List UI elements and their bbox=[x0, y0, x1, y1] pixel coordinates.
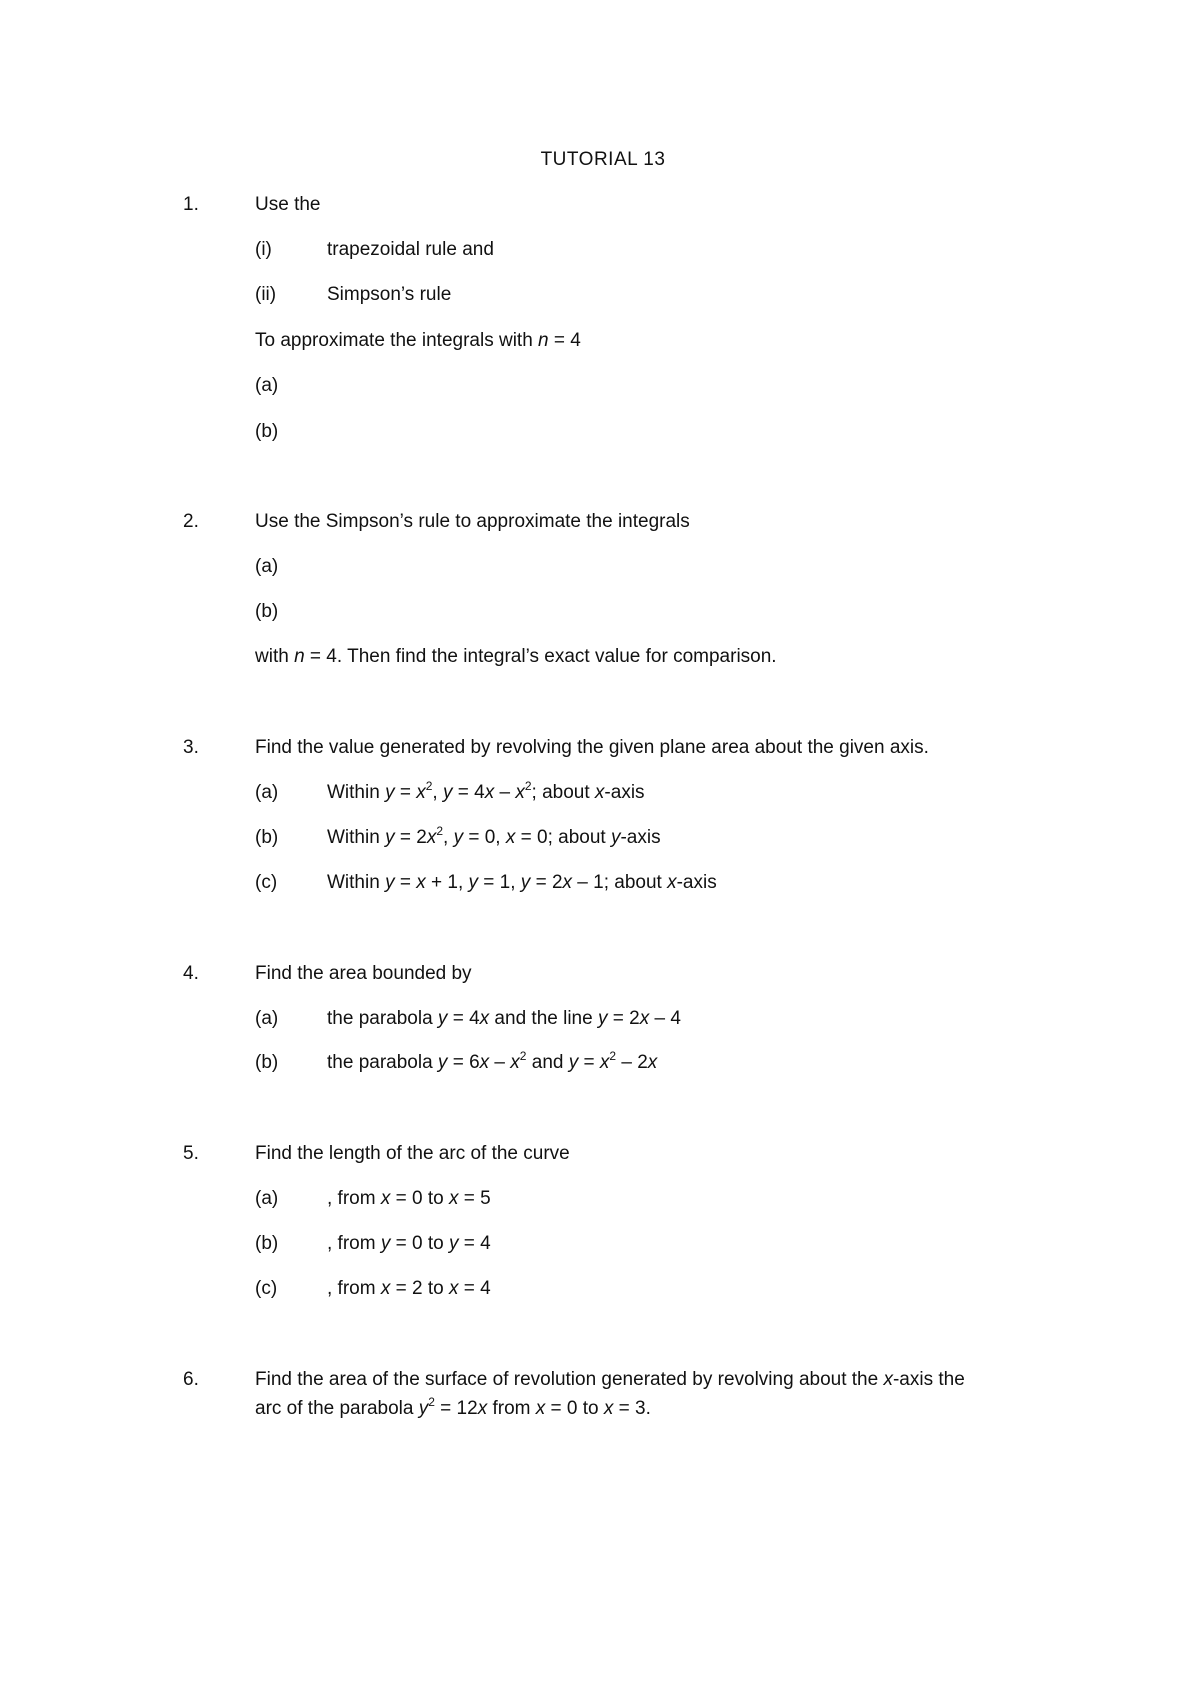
question-3-intro: Find the value generated by revolving the given plane area about the given axis. bbox=[255, 737, 929, 758]
q5-b-label: (b) bbox=[255, 1233, 279, 1254]
q2-b-label: (b) bbox=[255, 601, 279, 622]
q1-a-label: (a) bbox=[255, 375, 279, 396]
q1-ii-text: Simpson’s rule bbox=[327, 284, 452, 305]
q5-c-label: (c) bbox=[255, 1278, 278, 1299]
question-1-intro: Use the bbox=[255, 194, 321, 215]
q4-b-label: (b) bbox=[255, 1052, 279, 1073]
question-1-number: 1. bbox=[183, 194, 199, 215]
q3-b-text: Within $y = 2x^2$, y = 0, x = 0; about y-axis bbox=[327, 823, 661, 848]
question-2-intro: Use the Simpson’s rule to approximate the integrals bbox=[255, 511, 690, 532]
q5-a-label: (a) bbox=[255, 1188, 279, 1209]
question-5-intro: Find the length of the arc of the curve bbox=[255, 1143, 570, 1164]
q3-c-label: (c) bbox=[255, 872, 278, 893]
question-2-number: 2. bbox=[183, 511, 199, 532]
question-5-number: 5. bbox=[183, 1143, 199, 1164]
q3-c-text: Within y = x + 1, y = 1, y = 2x – 1; about x-axis bbox=[327, 872, 717, 893]
q3-a-label: (a) bbox=[255, 782, 279, 803]
q5-c-text: , from x = 2 to x = 4 bbox=[327, 1278, 491, 1299]
q3-b-label: (b) bbox=[255, 827, 279, 848]
q4-a-text: the parabola y = 4x and the line y = 2x – 4 bbox=[327, 1008, 681, 1029]
page-title: TUTORIAL 13 bbox=[540, 149, 666, 170]
q2-a-label: (a) bbox=[255, 556, 279, 577]
q4-a-label: (a) bbox=[255, 1008, 279, 1029]
q1-b-label: (b) bbox=[255, 421, 279, 442]
question-6-line-2: arc of the parabola $y^2 = 12x$ from x = 0 to x = 3. bbox=[255, 1394, 651, 1419]
q5-b-text: , from y = 0 to y = 4 bbox=[327, 1233, 491, 1254]
q4-b-text: the parabola $y = 6x - x^2$ and $y = x^2 - 2x$ bbox=[327, 1048, 658, 1073]
q1-approx-text: To approximate the integrals with n = 4 bbox=[255, 330, 581, 351]
question-4-number: 4. bbox=[183, 963, 199, 984]
q5-a-text: , from x = 0 to x = 5 bbox=[327, 1188, 491, 1209]
question-3-number: 3. bbox=[183, 737, 199, 758]
q3-a-text: Within $y = x^2$, $y = 4x - x^2$; about x-axis bbox=[327, 778, 645, 803]
q2-with-text: with n = 4. Then find the integral’s exact value for comparison. bbox=[255, 646, 777, 667]
q1-i-label: (i) bbox=[255, 239, 272, 260]
question-6-number: 6. bbox=[183, 1369, 199, 1390]
question-4-intro: Find the area bounded by bbox=[255, 963, 472, 984]
q1-ii-label: (ii) bbox=[255, 284, 277, 305]
question-6-line-1: Find the area of the surface of revolution generated by revolving about the x-axis the bbox=[255, 1369, 965, 1390]
q1-i-text: trapezoidal rule and bbox=[327, 239, 494, 260]
